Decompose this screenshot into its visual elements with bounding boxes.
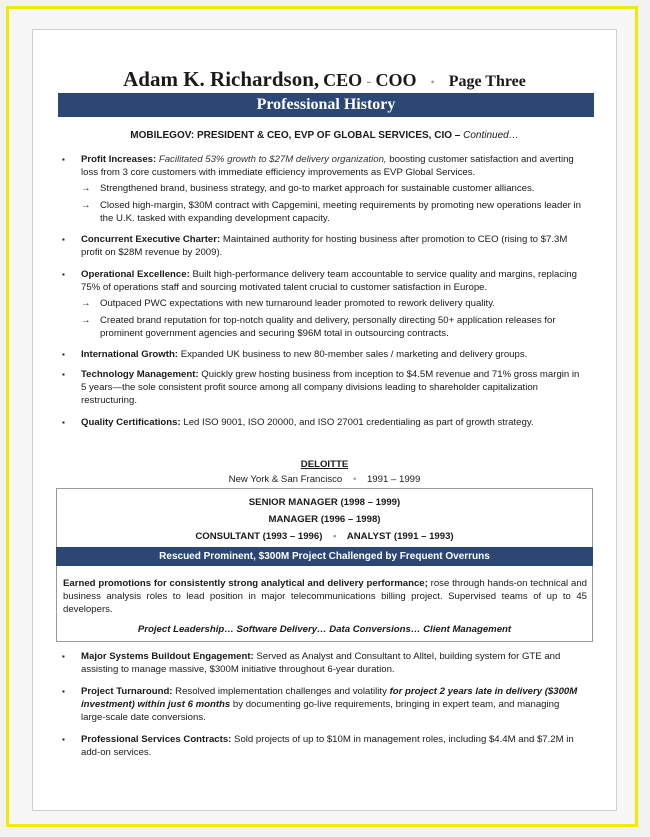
bullet-glyph: ▪ (62, 350, 65, 359)
role-dot: • (333, 531, 337, 542)
role-consultant-analyst (33, 530, 616, 543)
arrow-icon: → (81, 315, 91, 326)
arrow-icon: → (81, 200, 91, 211)
bullet-label: Major Systems Buildout Engagement: (81, 651, 254, 662)
deloitte-location-line (33, 473, 616, 486)
title-coo: COO (375, 70, 417, 90)
bullet-text: Sold projects of up to $10M in management roles, including $4.4M and $7.2M in add-on services. (81, 734, 574, 758)
bullet-text: Quickly grew hosting business from inception to $4.5M revenue and 71% gross margin in 5 years—the sole consistent profit source among all company divisions leading to shareholder capitalization restructuring. (81, 369, 580, 406)
bullet-executive-charter (62, 233, 582, 259)
bullet-technology-management (62, 368, 582, 407)
location-dot: • (352, 474, 357, 485)
bullet-glyph: ▪ (62, 418, 65, 427)
role-consultant: CONSULTANT (1993 – 1996) (195, 531, 323, 542)
deloitte-tagline: Project Leadership… Software Delivery… Data Conversions… Client Management (137, 624, 512, 635)
bullet-label: International Growth: (81, 349, 179, 360)
bullet-operational-excellence (62, 268, 582, 294)
sub-bullet-pwc (81, 297, 581, 310)
sub-bullet-capgemini (81, 199, 581, 225)
bullet-text: boosting customer satisfaction and averting loss from 3 core customers with immediate efficiency improvements as EVP Global Services. (81, 154, 574, 178)
company-name: DELOITTE (300, 459, 349, 470)
mobilegov-continued: Continued… (463, 130, 519, 141)
bullet-label: Project Turnaround: (81, 686, 173, 697)
company-years: 1991 – 1999 (366, 474, 421, 485)
bullet-glyph: ▪ (62, 370, 65, 379)
role-senior-manager: SENIOR MANAGER (1998 – 1999) (248, 497, 401, 508)
title-ceo: CEO (323, 70, 363, 90)
bullet-emphasis: for project 2 years late in delivery ($300M investment) within just 6 months (81, 686, 578, 710)
bullet-label: Concurrent Executive Charter: (81, 234, 221, 245)
sub-bullet-text: Strengthened brand, business strategy, and go-to market approach for sustainable customer alliances. (100, 183, 535, 194)
bullet-label: Profit Increases: (81, 154, 157, 165)
candidate-name: Adam K. Richardson, (123, 67, 320, 91)
bullet-label: Technology Management: (81, 369, 199, 380)
page-label: Page Three (448, 73, 526, 90)
title-separator: - (366, 73, 372, 90)
company-location: New York & San Francisco (228, 474, 343, 485)
resume-page (32, 29, 617, 811)
role-manager: MANAGER (1996 – 1998) (268, 514, 381, 525)
deloitte-summary (63, 577, 587, 616)
bullet-label: Quality Certifications: (81, 417, 181, 428)
mobilegov-heading (33, 130, 616, 141)
bullet-glyph: ▪ (62, 652, 65, 661)
bullet-text: Led ISO 9001, ISO 20000, and ISO 27001 credentialing as part of growth strategy. (183, 417, 534, 428)
bullet-glyph: ▪ (62, 735, 65, 744)
arrow-icon: → (81, 298, 91, 309)
bullet-glyph: ▪ (62, 270, 65, 279)
header-line (33, 67, 616, 92)
section-title-bar: Professional History (58, 93, 594, 117)
deloitte-company (33, 458, 616, 471)
arrow-icon: → (81, 183, 91, 194)
bullet-text: Expanded UK business to new 80-member sales / marketing and delivery groups. (180, 349, 528, 360)
deloitte-banner: Rescued Prominent, $300M Project Challenged by Frequent Overruns (56, 547, 593, 566)
bullet-international-growth (62, 348, 582, 361)
role-analyst: ANALYST (1991 – 1993) (346, 531, 454, 542)
sub-bullet-text: Created brand reputation for top-notch quality and delivery, personally directing 50+ application releases for prominent government agencies and securing $96M total in outsourcing contracts. (100, 315, 556, 339)
sub-bullet-text: Closed high-margin, $30M contract with Capgemini, meeting requirements by promoting new operations leader in the U.K. tasked with expanding development capacity. (100, 200, 581, 224)
bullet-services-contracts (62, 733, 582, 759)
bullet-glyph: ▪ (62, 687, 65, 696)
mobilegov-heading-text: MOBILEGOV: PRESIDENT & CEO, EVP OF GLOBAL SERVICES, CIO – (130, 130, 461, 141)
bullet-project-turnaround (62, 685, 582, 724)
bullet-glyph: ▪ (62, 235, 65, 244)
bullet-text: Resolved implementation challenges and volatility (175, 686, 387, 697)
sub-bullet-brand-reputation (81, 314, 581, 340)
bullet-label: Professional Services Contracts: (81, 734, 232, 745)
bullet-text: Built high-performance delivery team accountable to service quality and margins, replacing 75% of operations staff and sourcing motivated talent crucial to customer satisfaction in Europe. (81, 269, 577, 293)
bullet-text: Maintained authority for hosting business after promotion to CEO (rising to $7.3M profit on $28M revenue by 2009). (81, 234, 568, 258)
bullet-emphasis: Facilitated 53% growth to $27M delivery organization, (158, 154, 387, 165)
bullet-quality-certifications (62, 416, 582, 429)
summary-text: rose through hands-on technical and business analysis roles to lead position in major telecommunications billing project. Supervised teams of up to 45 developers. (63, 578, 587, 615)
header-dot: • (430, 75, 435, 89)
bullet-profit-increases (62, 153, 582, 179)
summary-bold: Earned promotions for consistently strong analytical and delivery performance; (63, 578, 428, 589)
bullet-text: Served as Analyst and Consultant to Alltel, building system for GTE and assisting to manage massive, $300M initiative throughout 6-year duration. (81, 651, 561, 675)
bullet-glyph: ▪ (62, 155, 65, 164)
bullet-text-tail: by documenting go-live requirements, bringing in expert team, and managing large-scale date conversions. (81, 699, 560, 723)
sub-bullet-brand (81, 182, 581, 195)
sub-bullet-text: Outpaced PWC expectations with new turnaround leader promoted to rework delivery quality. (100, 298, 495, 309)
bullet-label: Operational Excellence: (81, 269, 190, 280)
bullet-systems-buildout (62, 650, 582, 676)
